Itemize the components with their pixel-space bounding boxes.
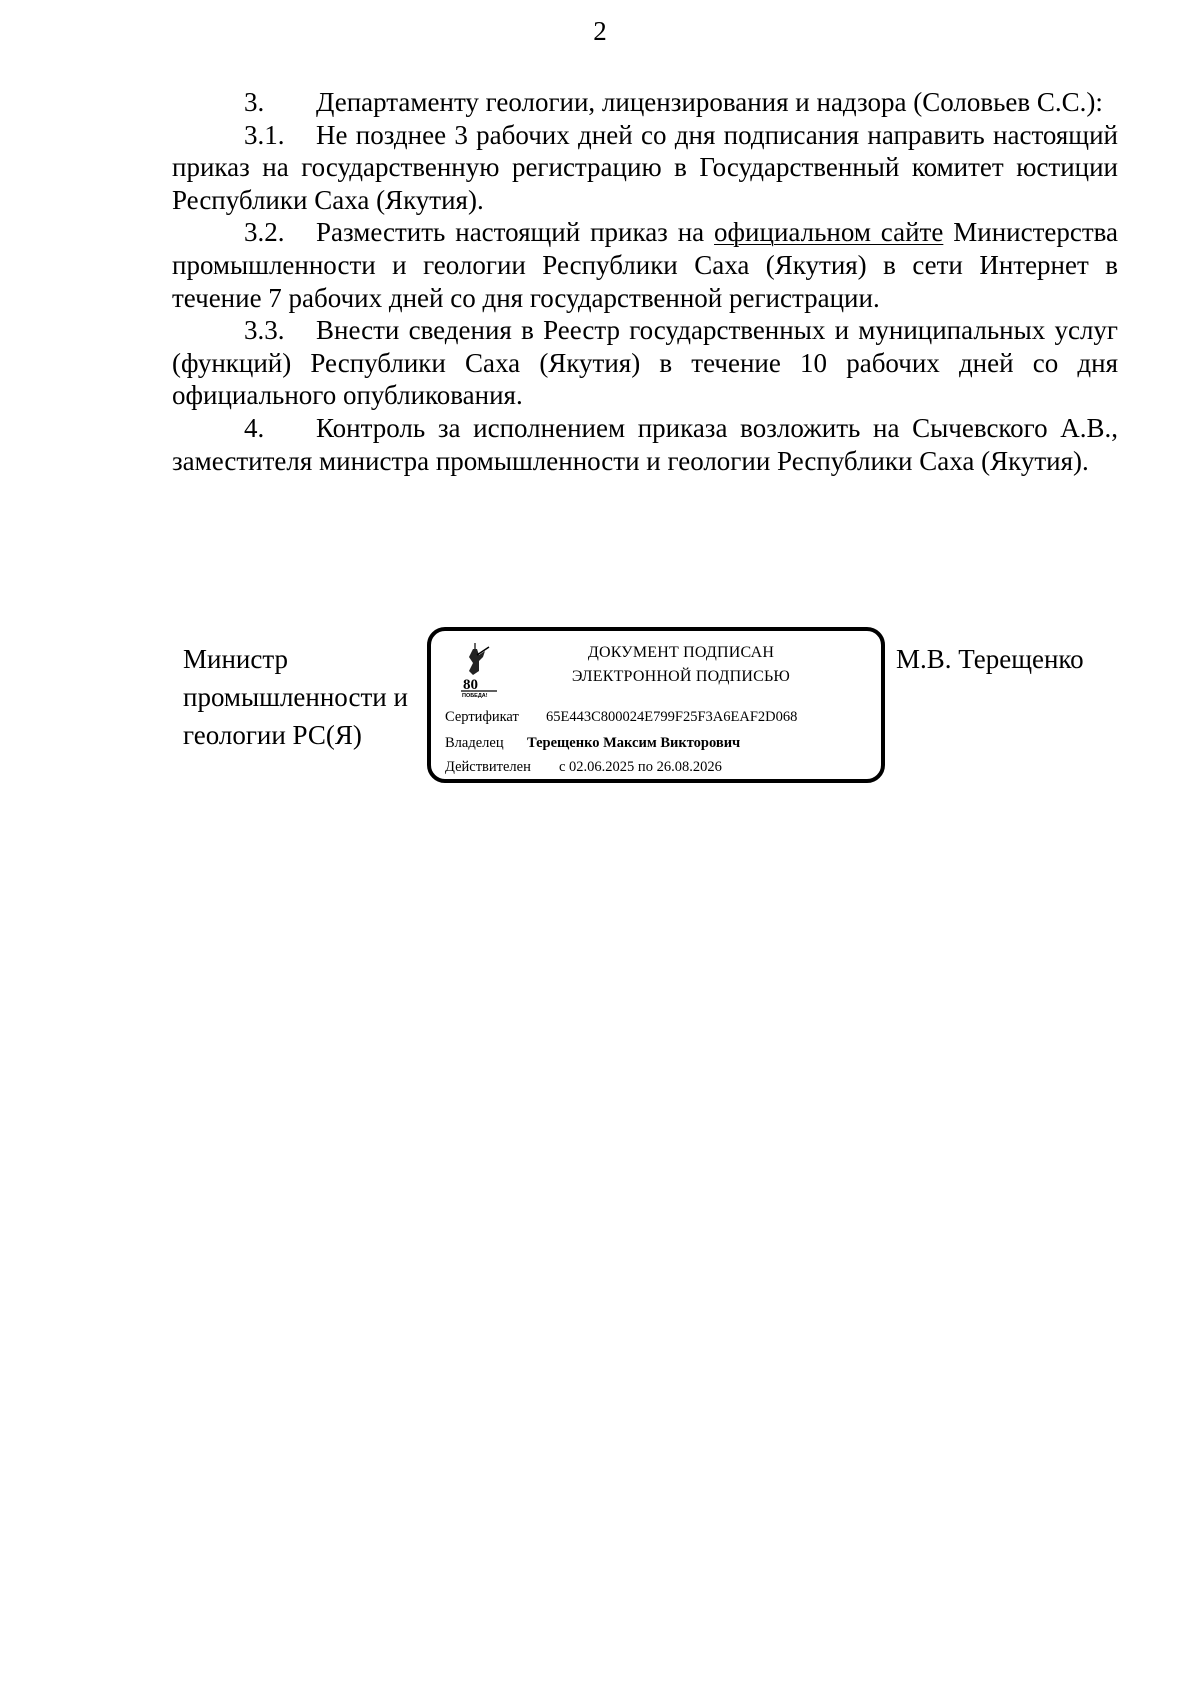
paragraph-number: 3.1. <box>244 119 285 150</box>
paragraph-3 <box>172 86 1118 119</box>
paragraph-3-3 <box>172 314 1118 412</box>
signer-position-line: геологии РС(Я) <box>183 720 362 750</box>
official-site-link[interactable]: официальном сайте <box>714 217 944 248</box>
paragraph-text: Разместить настоящий приказ на <box>316 217 705 248</box>
paragraph-text: Внести сведения в Реестр государственных и муниципальных услуг (функций) Республики Саха (Якутия) в течение 10 рабочих дней со дня официального опубликования. <box>172 315 1118 411</box>
svg-text:80: 80 <box>463 677 478 693</box>
stamp-header-line: ДОКУМЕНТ ПОДПИСАН <box>587 644 775 661</box>
paragraph-3-1 <box>172 119 1118 217</box>
paragraph-text: Контроль за исполнением приказа возложить на Сычевского А.В., заместителя министра промышленности и геологии Республики Саха (Якутия). <box>172 412 1118 476</box>
electronic-signature-stamp <box>427 627 885 783</box>
stamp-owner-row <box>445 733 740 753</box>
stamp-certificate-row <box>445 707 797 727</box>
certificate-label: Сертификат <box>445 709 519 725</box>
certificate-value: 65E443C800024E799F25F3A6EAF2D068 <box>546 709 798 725</box>
document-body <box>172 86 1118 477</box>
signer-name: М.В. Терещенко <box>896 644 1084 674</box>
paragraph-4 <box>172 412 1118 477</box>
page-number: 2 <box>593 16 607 46</box>
paragraph-3-2 <box>172 216 1118 314</box>
owner-label: Владелец <box>445 735 504 751</box>
paragraph-text: Департаменту геологии, лицензирования и надзора (Соловьев С.С.): <box>316 87 1103 117</box>
stamp-validity-row <box>445 757 722 777</box>
paragraph-text: Не позднее 3 рабочих дней со дня подписания направить настоящий приказ на государственную регистрацию в Государственный комитет юстиции Республики Саха (Якутия). <box>172 119 1118 215</box>
validity-value: с 02.06.2025 по 26.08.2026 <box>559 759 722 775</box>
signer-position <box>183 640 433 754</box>
owner-value: Терещенко Максим Викторович <box>527 735 741 751</box>
paragraph-number: 3.3. <box>244 315 285 346</box>
victory-80-emblem-icon <box>459 641 501 699</box>
paragraph-number: 4. <box>244 412 265 443</box>
stamp-header-line: ЭЛЕКТРОННОЙ ПОДПИСЬЮ <box>571 668 791 685</box>
signer-position-line: промышленности и <box>183 682 408 712</box>
paragraph-text-continued: Министерства промышленности и геологии Республики Саха (Якутия) в сети Интернет в течение 7 рабочих дней со дня государственной регистрации. <box>172 217 1119 313</box>
signer-position-line: Министр <box>183 644 288 674</box>
svg-text:ПОБЕДА!: ПОБЕДА! <box>462 693 488 699</box>
paragraph-number: 3.2. <box>244 217 285 248</box>
validity-label: Действителен <box>445 759 531 775</box>
stamp-header <box>531 641 831 689</box>
paragraph-number: 3. <box>244 87 265 117</box>
